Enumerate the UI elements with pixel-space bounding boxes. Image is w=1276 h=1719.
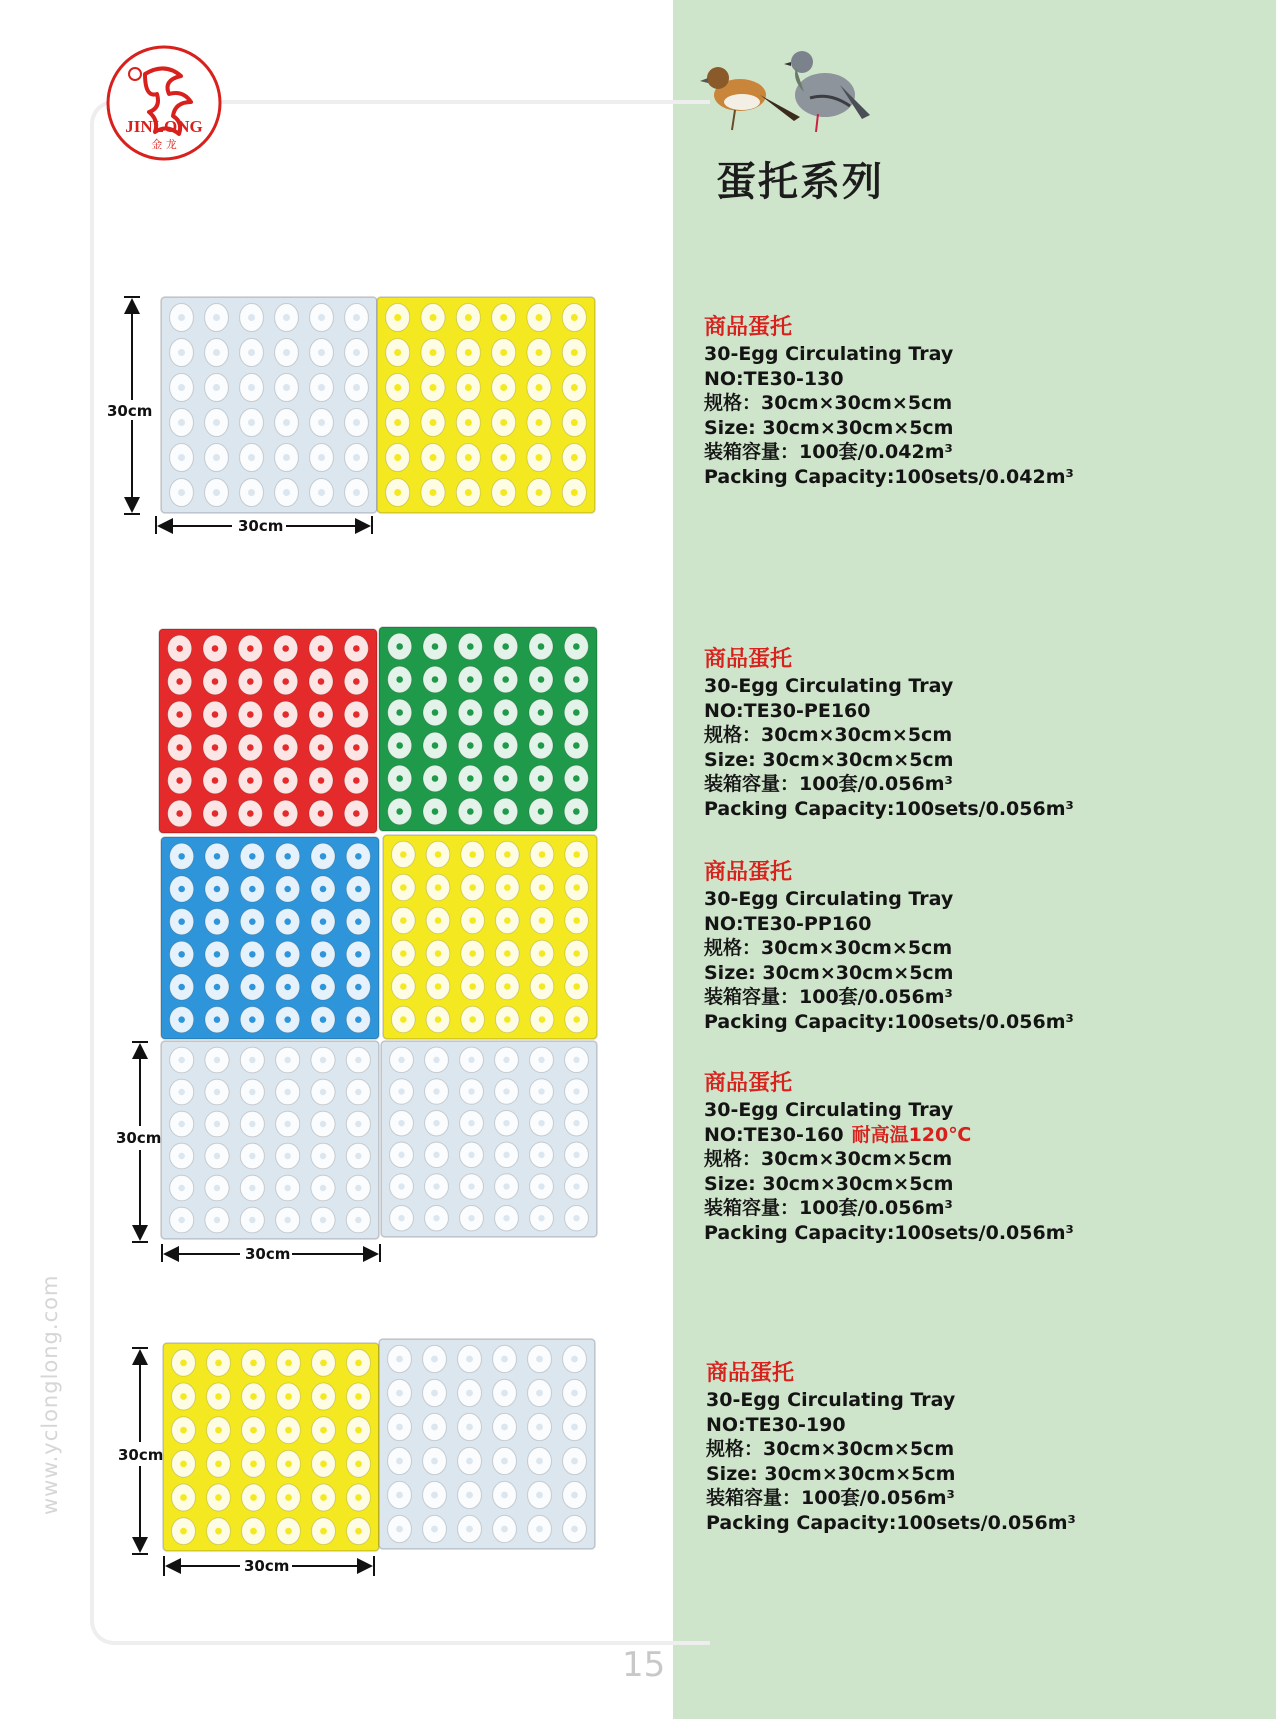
spec-packing-cn: 装箱容量：100套/0.042m³ [704,441,953,463]
tray-te30-190-white [378,1338,596,1550]
spec-size-cn: 规格：30cm×30cm×5cm [704,937,953,959]
spec-te30-160 [704,1070,1074,1245]
series-title: 蛋托系列 [716,159,884,205]
brand-wordmark: JINLONG [125,117,203,136]
brand-wordmark-cn: 金 龙 [151,138,177,151]
tray-te30-pp160-yellow [382,834,598,1040]
spec-size-cn: 规格：30cm×30cm×5cm [704,392,953,414]
dim-label-height-1: 30cm [107,402,153,420]
spec-packing-en: Packing Capacity:100sets/0.042m³ [704,465,1074,488]
spec-size-cn: 规格：30cm×30cm×5cm [706,1438,955,1460]
spec-te30-pp160 [704,859,1074,1034]
heat-resistance-note: 耐高温120℃ [851,1123,972,1146]
brand-logo [105,44,223,162]
spec-name: 30-Egg Circulating Tray [704,343,954,365]
spec-packing-cn: 装箱容量：100套/0.056m³ [706,1487,955,1509]
spec-size-en: Size: 30cm×30cm×5cm [704,416,954,439]
website-watermark: www.yclonglong.com [38,1274,62,1515]
spec-heading: 商品蛋托 [704,860,793,885]
spec-heading: 商品蛋托 [706,1361,795,1386]
dim-label-width-3: 30cm [244,1557,290,1575]
spec-packing-en: Packing Capacity:100sets/0.056m³ [704,797,1074,820]
spec-te30-130 [704,314,1074,489]
dim-label-height-2: 30cm [116,1129,162,1147]
tray-te30-pp160-blue [160,836,380,1040]
spec-number-row [704,1123,1074,1148]
tray-te30-160-white-left [160,1040,380,1240]
spec-name: 30-Egg Circulating Tray [704,888,954,910]
birds-illustration [690,40,890,140]
dim-label-width-1: 30cm [238,517,284,535]
pigeon-icon [784,51,870,132]
dim-label-width-2: 30cm [245,1245,291,1263]
spec-size-en: Size: 30cm×30cm×5cm [704,748,954,771]
spec-heading: 商品蛋托 [704,647,793,672]
spec-size-cn: 规格：30cm×30cm×5cm [704,724,953,746]
tray-te30-pe160-green [378,626,598,832]
spec-name: 30-Egg Circulating Tray [704,675,954,697]
spec-size-en: Size: 30cm×30cm×5cm [704,961,954,984]
spec-te30-190 [706,1360,1076,1535]
spec-packing-en: Packing Capacity:100sets/0.056m³ [704,1221,1074,1244]
tray-te30-130-yellow [376,296,596,514]
spec-packing-cn: 装箱容量：100套/0.056m³ [704,1197,953,1219]
spec-name: 30-Egg Circulating Tray [706,1389,956,1411]
spec-number: NO:TE30-PP160 [704,912,872,935]
spec-te30-pe160 [704,646,1074,821]
finch-icon [700,67,800,130]
dim-label-height-3: 30cm [118,1446,164,1464]
spec-name: 30-Egg Circulating Tray [704,1099,954,1121]
spec-packing-cn: 装箱容量：100套/0.056m³ [704,986,953,1008]
spec-heading: 商品蛋托 [704,315,793,340]
tray-te30-160-white-right [380,1040,598,1238]
tray-te30-pe160-red [158,628,378,834]
spec-number: NO:TE30-130 [704,367,844,390]
spec-size-cn: 规格：30cm×30cm×5cm [704,1148,953,1170]
spec-packing-cn: 装箱容量：100套/0.056m³ [704,773,953,795]
spec-size-en: Size: 30cm×30cm×5cm [704,1172,954,1195]
tray-te30-190-yellow [162,1342,380,1552]
spec-packing-en: Packing Capacity:100sets/0.056m³ [706,1511,1076,1534]
spec-heading: 商品蛋托 [704,1071,793,1096]
page-number: 15 [622,1645,666,1685]
spec-packing-en: Packing Capacity:100sets/0.056m³ [704,1010,1074,1033]
spec-number: NO:TE30-PE160 [704,699,871,722]
tray-te30-130-white [160,296,378,514]
spec-number: NO:TE30-190 [706,1413,846,1436]
spec-number: NO:TE30-160 [704,1123,844,1146]
spec-size-en: Size: 30cm×30cm×5cm [706,1462,956,1485]
